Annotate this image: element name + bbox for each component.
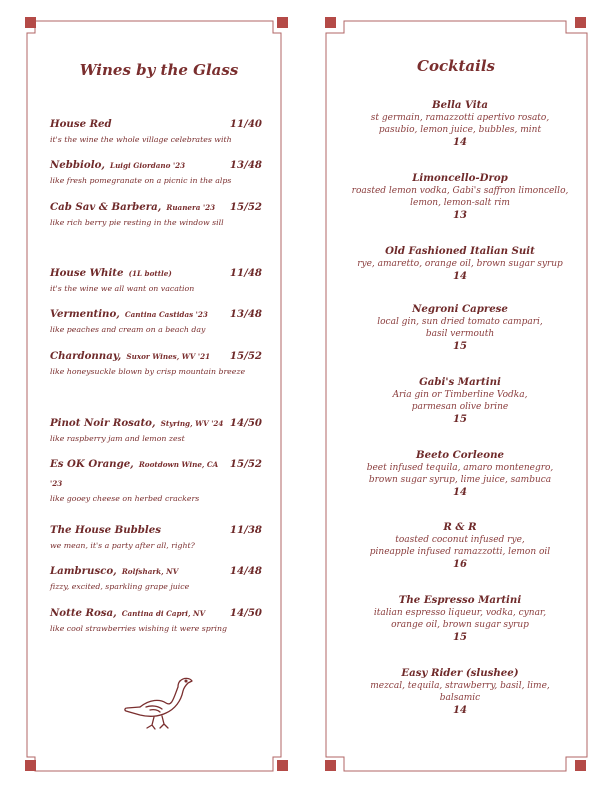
cocktail-item bbox=[332, 245, 588, 282]
cocktail-ingredients: roasted lemon vodka, Gabi's saffron limoncello, bbox=[351, 186, 569, 196]
wine-name: House White bbox=[50, 267, 124, 279]
cocktail-price: 15 bbox=[453, 414, 467, 425]
cocktail-ingredients: Aria gin or Timberline Vodka, bbox=[392, 390, 528, 400]
wine-item bbox=[50, 153, 262, 185]
wine-producer: Cantina di Capri, NV bbox=[121, 609, 206, 618]
wine-description: we mean, it's a party after all, right? bbox=[50, 541, 195, 550]
wine-name: Cab Sav & Barbera, bbox=[50, 201, 162, 213]
wine-price: 14/50 bbox=[229, 417, 262, 429]
cocktail-ingredients: rye, amaretto, orange oil, brown sugar syrup bbox=[357, 259, 563, 269]
bird-icon bbox=[120, 673, 198, 733]
wines-panel bbox=[23, 15, 295, 775]
corner-square bbox=[277, 760, 288, 771]
wine-item bbox=[50, 302, 262, 334]
cocktail-ingredients: parmesan olive brine bbox=[411, 402, 509, 412]
corner-square bbox=[25, 760, 36, 771]
cocktail-ingredients: orange oil, brown sugar syrup bbox=[391, 620, 529, 630]
cocktail-name: R & R bbox=[443, 521, 477, 533]
wine-description: it's the wine we all want on vacation bbox=[50, 284, 195, 293]
wine-name: Vermentino, bbox=[50, 308, 120, 320]
wine-price: 11/48 bbox=[229, 267, 262, 279]
cocktail-name: Limoncello-Drop bbox=[412, 172, 508, 184]
wine-description: like rich berry pie resting in the window sill bbox=[50, 218, 224, 227]
wine-item bbox=[50, 559, 262, 591]
cocktail-item bbox=[332, 303, 588, 352]
cocktail-name: Gabi's Martini bbox=[419, 376, 501, 388]
wine-name: The House Bubbles bbox=[50, 524, 161, 536]
cocktail-name: Old Fashioned Italian Suit bbox=[385, 245, 535, 257]
cocktail-ingredients: beet infused tequila, amaro montenegro, bbox=[366, 463, 554, 473]
wine-producer: Luigi Giordano '23 bbox=[110, 161, 186, 170]
wine-producer: Ruanera '23 bbox=[166, 203, 216, 212]
wine-description: it's the wine the whole village celebrates with bbox=[50, 135, 232, 144]
wine-description: like fresh pomegranate on a picnic in the alps bbox=[50, 176, 232, 185]
wine-price: 15/52 bbox=[229, 201, 262, 213]
cocktail-name: Bella Vita bbox=[432, 99, 488, 111]
cocktail-item bbox=[332, 99, 588, 148]
cocktail-item bbox=[332, 667, 588, 716]
wine-item bbox=[50, 344, 262, 376]
corner-square bbox=[25, 17, 36, 28]
corner-square bbox=[325, 760, 336, 771]
corner-square bbox=[575, 760, 586, 771]
cocktail-price: 14 bbox=[453, 271, 467, 282]
wine-name: Pinot Noir Rosato, bbox=[50, 417, 156, 429]
wine-item bbox=[50, 452, 262, 503]
cocktail-ingredients: basil vermouth bbox=[425, 329, 495, 339]
wine-name: Notte Rosa, bbox=[50, 607, 117, 619]
wine-item bbox=[50, 261, 262, 293]
cocktail-price: 15 bbox=[453, 632, 467, 643]
wine-name: House Red bbox=[50, 118, 112, 130]
wine-description: like honeysuckle blown by crisp mountain breeze bbox=[50, 367, 246, 376]
wine-producer: Rootdown Wine, CA '23 bbox=[50, 460, 219, 488]
wine-producer: Suxor Wines, WV '21 bbox=[126, 352, 211, 361]
wine-item bbox=[50, 411, 262, 443]
wine-price: 15/52 bbox=[229, 350, 262, 362]
cocktail-item bbox=[332, 449, 588, 498]
wine-description: like peaches and cream on a beach day bbox=[50, 325, 206, 334]
wine-name: Es OK Orange, bbox=[50, 458, 134, 470]
wine-producer: Styring, WV '24 bbox=[160, 419, 224, 428]
cocktail-price: 14 bbox=[453, 705, 467, 716]
wine-description: fizzy, excited, sparkling grape juice bbox=[50, 582, 190, 591]
cocktail-name: Beeto Corleone bbox=[416, 449, 504, 461]
wine-price: 11/40 bbox=[229, 118, 262, 130]
cocktail-item bbox=[332, 521, 588, 570]
wine-item bbox=[50, 112, 262, 144]
wine-item bbox=[50, 601, 262, 633]
cocktail-item bbox=[332, 172, 588, 221]
corner-square bbox=[277, 17, 288, 28]
cocktail-item bbox=[332, 594, 588, 643]
cocktail-item bbox=[332, 376, 588, 425]
cocktails-panel bbox=[324, 15, 596, 775]
wine-description: like gooey cheese on herbed crackers bbox=[50, 494, 200, 503]
cocktail-ingredients: local gin, sun dried tomato campari, bbox=[377, 317, 543, 327]
cocktail-price: 14 bbox=[453, 137, 467, 148]
corner-square bbox=[325, 17, 336, 28]
wine-item bbox=[50, 195, 262, 227]
cocktail-name: The Espresso Martini bbox=[398, 594, 522, 606]
wine-price: 13/48 bbox=[229, 308, 262, 320]
cocktail-ingredients: st germain, ramazzotti apertivo rosato, bbox=[370, 113, 550, 123]
wine-price: 11/38 bbox=[229, 524, 262, 536]
cocktail-ingredients: balsamic bbox=[439, 693, 481, 703]
wine-name: Nebbiolo, bbox=[50, 159, 105, 171]
wine-producer: Cantina Castidas '23 bbox=[124, 310, 208, 319]
cocktail-ingredients: italian espresso liqueur, vodka, cynar, bbox=[373, 608, 547, 618]
wine-producer: (1L bottle) bbox=[128, 269, 172, 278]
cocktail-name: Negroni Caprese bbox=[412, 303, 508, 315]
wine-name: Chardonnay, bbox=[50, 350, 122, 362]
cocktail-price: 14 bbox=[453, 487, 467, 498]
cocktails-title: Cocktails bbox=[417, 57, 495, 75]
wines-title: Wines by the Glass bbox=[79, 61, 239, 79]
wine-description: like cool strawberries wishing it were spring bbox=[50, 624, 227, 633]
wine-price: 13/48 bbox=[229, 159, 262, 171]
wine-price: 15/52 bbox=[229, 458, 262, 470]
cocktail-price: 13 bbox=[453, 210, 467, 221]
cocktail-ingredients: pineapple infused ramazzotti, lemon oil bbox=[369, 547, 551, 557]
cocktail-name: Easy Rider (slushee) bbox=[401, 667, 519, 679]
wine-name: Lambrusco, bbox=[50, 565, 117, 577]
wine-item bbox=[50, 518, 262, 550]
wine-price: 14/50 bbox=[229, 607, 262, 619]
wine-price: 14/48 bbox=[229, 565, 262, 577]
corner-square bbox=[575, 17, 586, 28]
wine-description: like raspberry jam and lemon zest bbox=[50, 434, 185, 443]
cocktail-ingredients: toasted coconut infused rye, bbox=[395, 535, 525, 545]
wine-producer: Rolfshark, NV bbox=[121, 567, 179, 576]
cocktail-ingredients: pasubio, lemon juice, bubbles, mint bbox=[378, 125, 542, 135]
cocktail-ingredients: lemon, lemon-salt rim bbox=[410, 198, 510, 208]
cocktail-price: 16 bbox=[453, 559, 467, 570]
cocktail-ingredients: mezcal, tequila, strawberry, basil, lime, bbox=[370, 681, 550, 691]
cocktail-ingredients: brown sugar syrup, lime juice, sambuca bbox=[368, 475, 552, 485]
cocktail-price: 15 bbox=[453, 341, 467, 352]
